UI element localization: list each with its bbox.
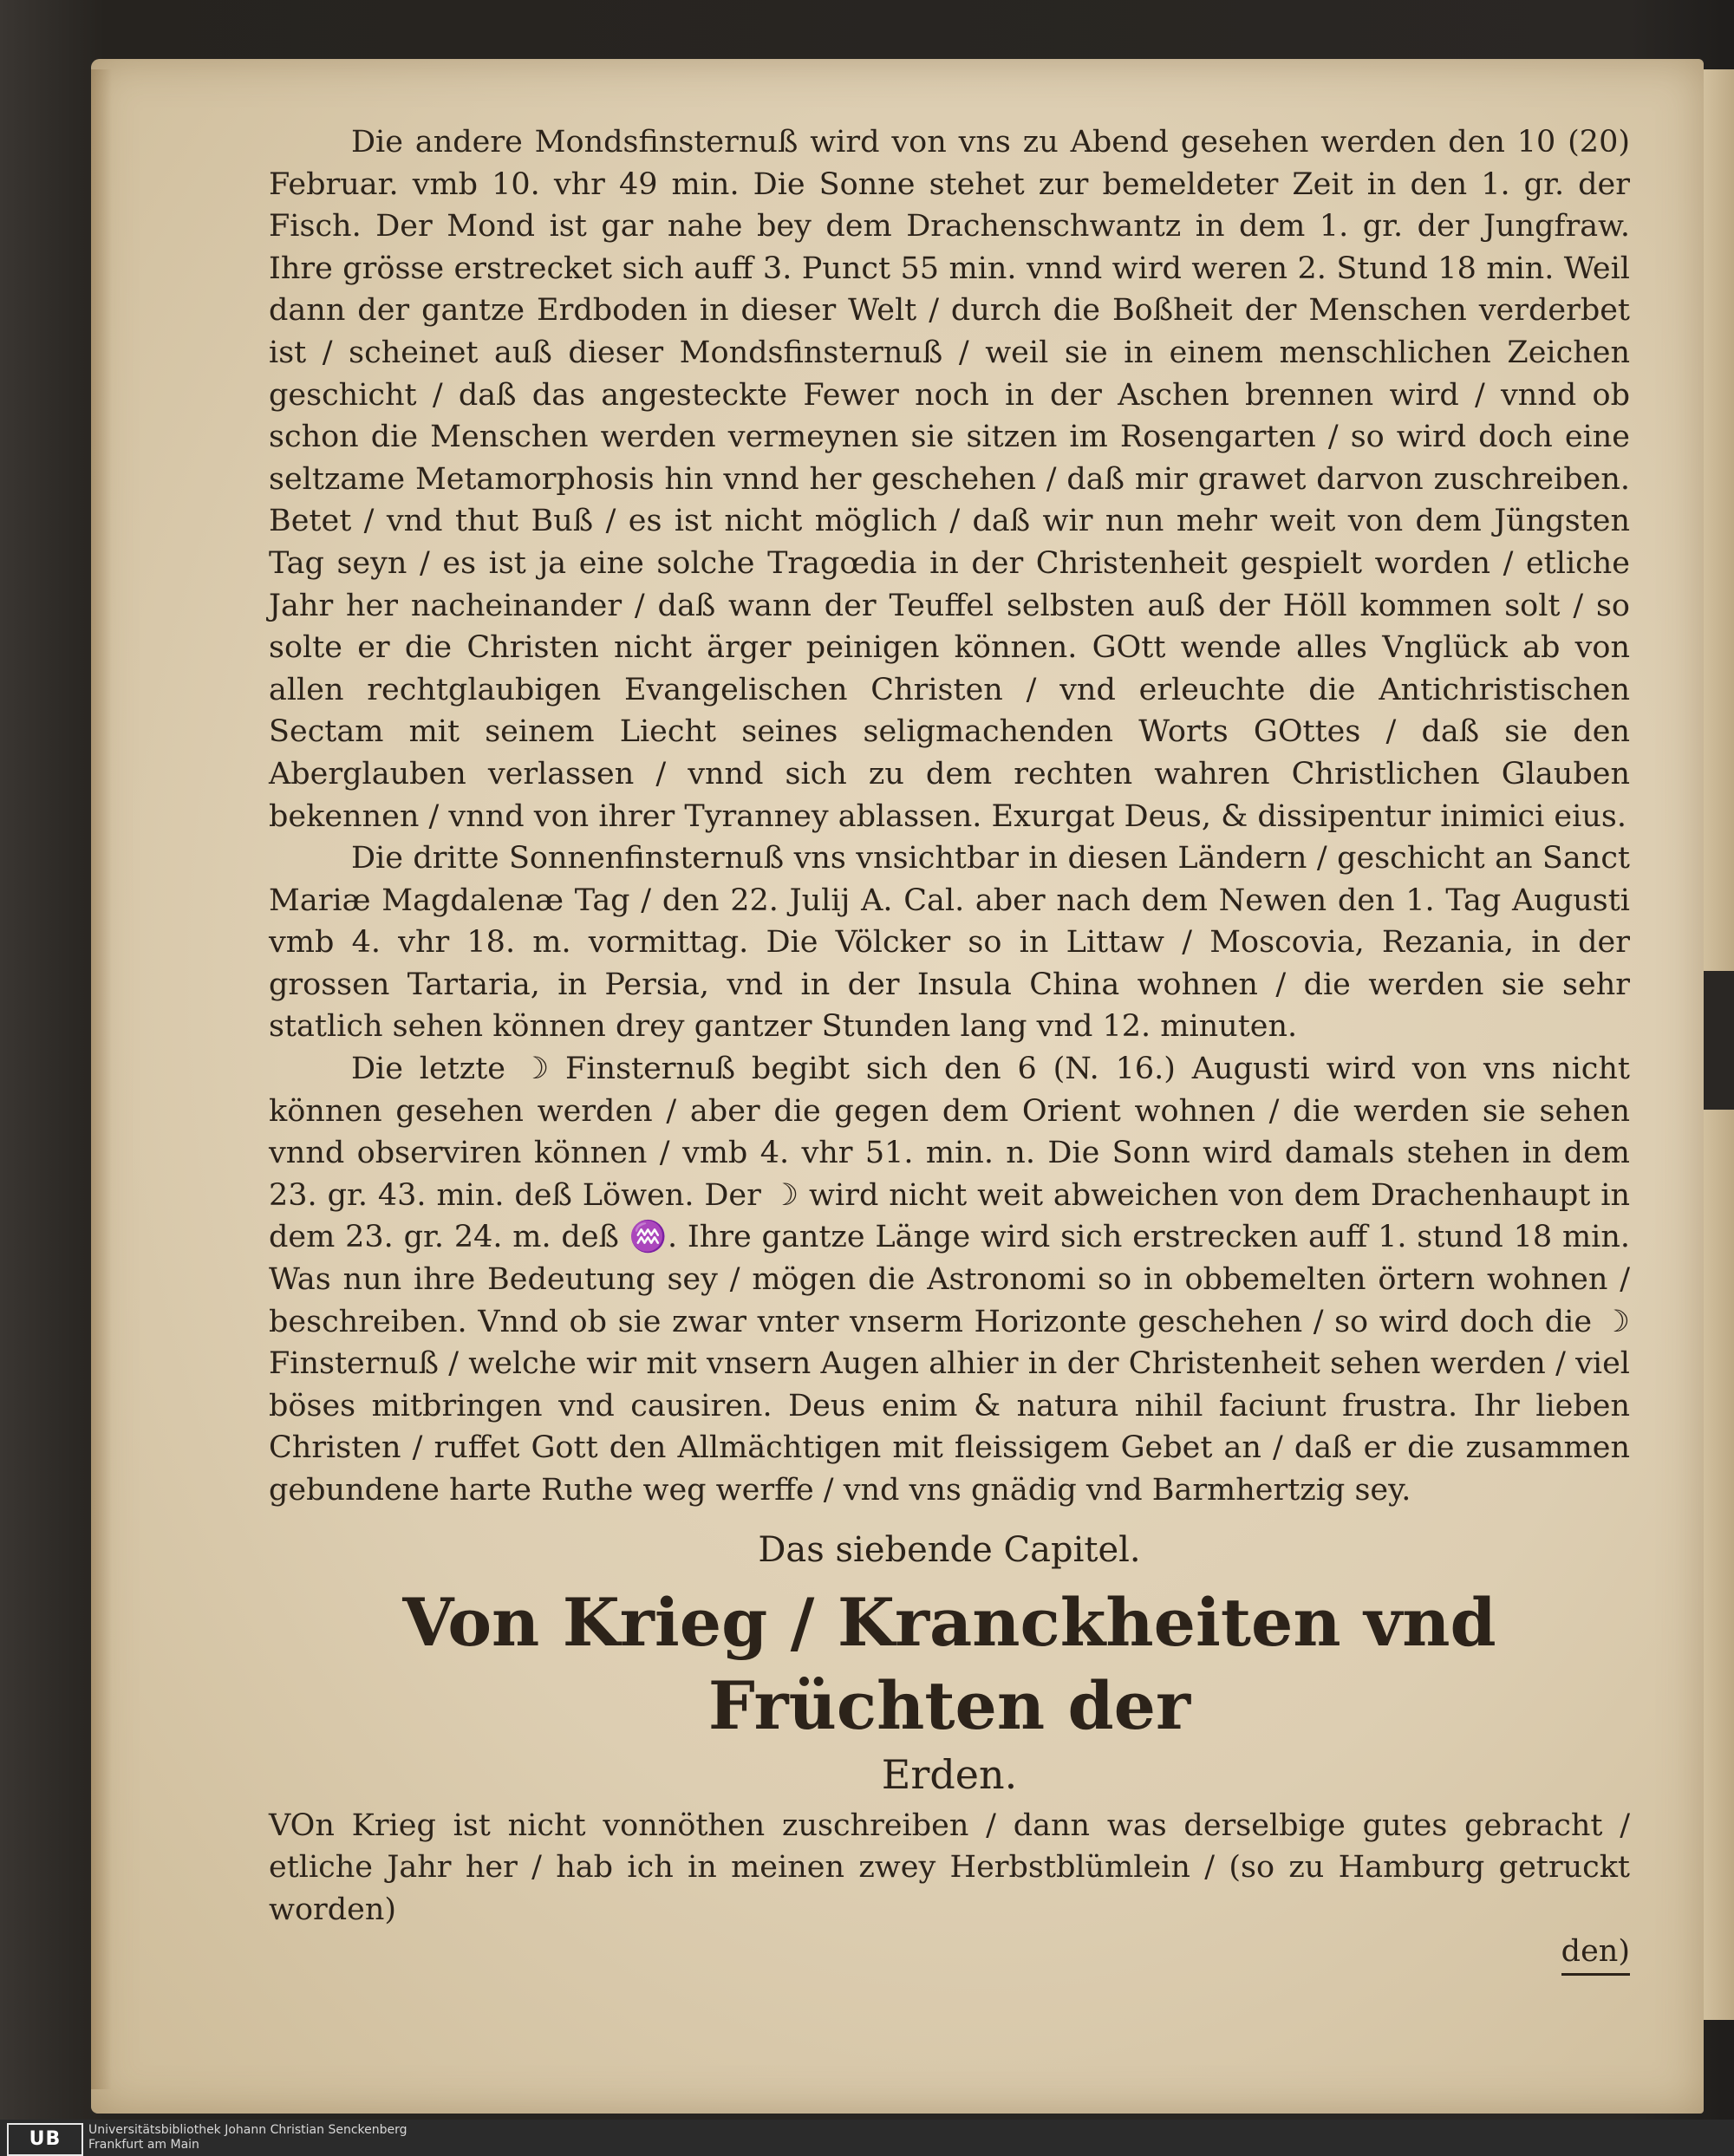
library-logo: UB: [7, 2123, 83, 2156]
institution-line-1: Universitätsbibliothek Johann Christian Senckenberg: [88, 2123, 407, 2137]
library-footer: [0, 2120, 1734, 2156]
page-spine-shadow: [91, 69, 112, 2089]
chapter-heading: Von Krieg / Kranckheiten vnd Früchten der: [402, 1583, 1496, 1744]
institution-line-2: Frankfurt am Main: [88, 2138, 199, 2152]
paragraph-last-eclipse: Die letzte ☽ Finsternuß begibt sich den 6 (N. 16.) Augusti wird von vns nicht können gesehen werden / aber die gegen dem Orient wohnen / die werden sie sehen vnnd observiren können / vmb 4. vhr 51. min. n. Die Sonn wird damals stehen in dem 23. gr. 43. min. deß Löwen. Der ☽ wird nicht weit abweichen von dem Drachenhaupt in dem 23. gr. 24. m. deß ♒. Ihre gantze Länge wird sich erstrecken auff 1. stund 18 min. Was nun ihre Bedeutung sey / mögen die Astronomi so in obbemelten örtern wohnen / beschreiben. Vnnd ob sie zwar vnter vnserm Horizonte geschehen / so wird doch die ☽ Finsternuß / welche wir mit vnsern Augen alhier in der Christenheit sehen werden / viel böses mitbringen vnd causiren. Deus enim & natura nihil faciunt frustra. Ihr lieben Christen / ruffet Gott den Allmächtigen mit fleissigem Gebet an / daß er die zusammen gebundene harte Ruthe weg werffe / vnd vns gnädig vnd Barmhertzig sey.: [269, 1052, 1630, 1508]
catchword-row: [269, 1931, 1630, 1976]
chapter-heading-continued: Erden.: [881, 1750, 1018, 1798]
chapter-label: Das siebende Capitel.: [758, 1529, 1141, 1570]
page-text: [269, 121, 1630, 1976]
paragraph-solar-eclipse-third: Die dritte Sonnenfinsternuß vns vnsichtbar in diesen Ländern / geschicht an Sanct Mariæ Magdalenæ Tag / den 22. Julij A. Cal. aber nach dem Newen den 1. Tag Augusti vmb 4. vhr 18. m. vormittag. Die Völcker so in Littaw / Moscovia, Rezania, in der grossen Tartaria, in Persia, vnd in der Insula China wohnen / die werden sie sehr statlich sehen können drey gantzer Stunden lang vnd 12. minuten.: [269, 841, 1630, 1045]
institution-name: [88, 2123, 407, 2153]
paragraph-lunar-eclipse-second: Die andere Mondsfinsternuß wird von vns zu Abend gesehen werden den 10 (20) Februar. vmb 10. vhr 49 min. Die Sonne stehet zur bemeldeter Zeit in den 1. gr. der Fisch. Der Mond ist gar nahe bey dem Drachenschwantz in dem 1. gr. der Jungfraw. Ihre grösse erstrecket sich auff 3. Punct 55 min. vnnd wird weren 2. Stund 18 min. Weil dann der gantze Erdboden in dieser Welt / durch die Boßheit der Menschen verderbet ist / scheinet auß dieser Mondsfinsternuß / weil sie in einem menschlichen Zeichen geschicht / daß das angesteckte Fewer noch in der Aschen brennen wird / vnnd ob schon die Menschen werden vermeynen sie sitzen im Rosengarten / so wird doch eine seltzame Metamorphosis hin vnnd her geschehen / daß mir grawet darvon zuschreiben. Betet / vnd thut Buß / es ist nicht möglich / daß wir nun mehr weit von dem Jüngsten Tag seyn / es ist ja eine solche Tragœdia in der Christenheit gespielt worden / etliche Jahr her nacheinander / daß wann der Teuffel selbsten auß der Höll kommen solt / so solte er die Christen nicht ärger peinigen können. GOtt wende alles Vnglück ab von allen rechtglaubigen Evangelischen Christen / vnd erleuchte die Antichristischen Sectam mit seinem Liecht seines seligmachenden Worts GOttes / daß sie den Aberglauben verlassen / vnnd sich zu dem rechten wahren Christlichen Glauben bekennen / vnnd von ihrer Tyranney ablassen. Exurgat Deus, & dissipentur inimici eius.: [269, 125, 1630, 834]
catchword: den): [1561, 1931, 1630, 1976]
paragraph-war: VOn Krieg ist nicht vonnöthen zuschreiben / dann was derselbige gutes gebracht / etliche Jahr her / hab ich in meinen zwey Herbstblümlein / (so zu Hamburg getruckt worden): [269, 1808, 1630, 1927]
